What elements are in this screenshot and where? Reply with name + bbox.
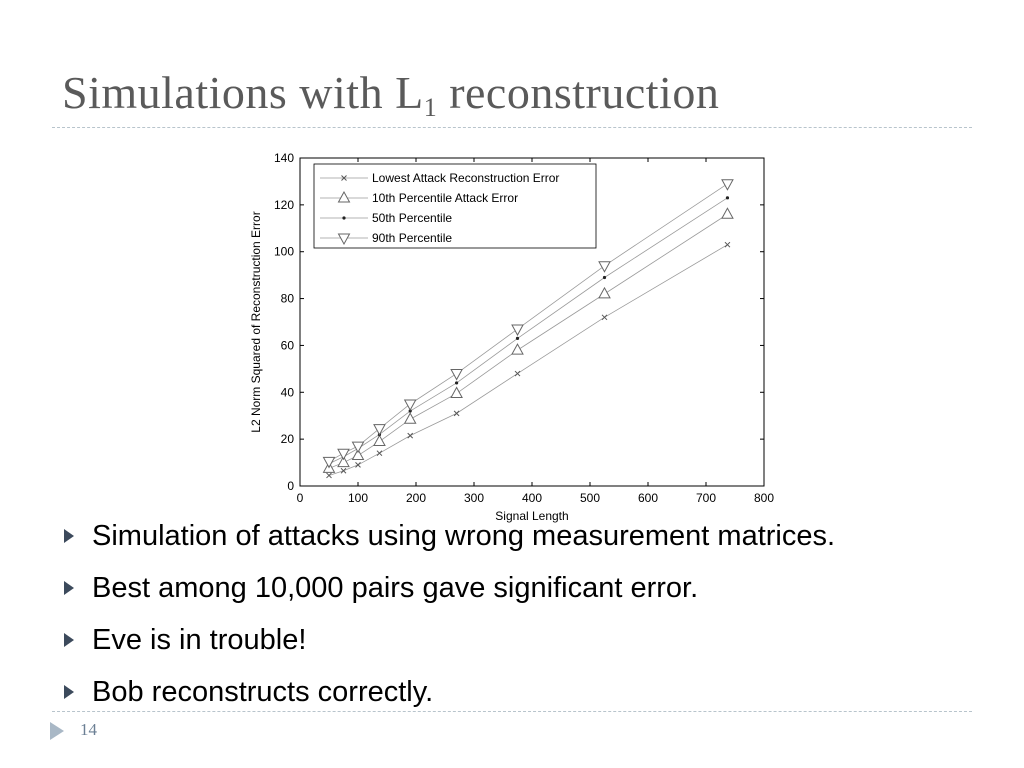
legend-label: 10th Percentile Attack Error	[372, 191, 519, 205]
x-tick-label: 600	[637, 491, 659, 505]
y-tick-label: 100	[273, 244, 294, 259]
legend-label: Lowest Attack Reconstruction Error	[372, 171, 560, 185]
x-tick-label: 200	[405, 491, 427, 505]
x-tick-label: 100	[347, 491, 369, 505]
bullet-item	[62, 513, 835, 565]
data-point	[455, 381, 458, 384]
bullet-item	[62, 669, 835, 721]
slide-title	[62, 66, 719, 123]
bullet-list	[62, 513, 835, 721]
y-tick-label: 20	[280, 432, 294, 447]
title-main: Simulations with L	[62, 67, 424, 118]
line-chart	[244, 146, 784, 526]
y-tick-label: 0	[287, 479, 294, 493]
title-divider	[52, 127, 972, 128]
x-tick-label: 800	[753, 491, 775, 505]
x-tick-label: 0	[296, 491, 304, 505]
bullet-text: Bob reconstructs correctly.	[92, 676, 434, 708]
y-tick-label: 80	[280, 291, 294, 306]
title-subscript: 1	[423, 93, 438, 122]
y-tick-label: 60	[280, 338, 294, 353]
legend	[314, 164, 596, 248]
data-point	[603, 276, 606, 279]
legend-label: 50th Percentile	[372, 211, 453, 225]
bullet-arrow-icon	[64, 685, 74, 699]
y-axis-label: L2 Norm Squared of Reconstruction Error	[249, 211, 263, 433]
y-tick-label: 40	[280, 385, 294, 400]
bullet-item	[62, 565, 835, 617]
footer-arrow-icon	[50, 722, 64, 740]
data-point	[726, 196, 729, 199]
x-tick-label: 300	[463, 491, 485, 505]
y-tick-label: 120	[273, 197, 294, 212]
x-tick-label: 500	[579, 491, 601, 505]
legend-label: 90th Percentile	[372, 231, 453, 245]
legend-marker	[342, 216, 345, 219]
bullet-arrow-icon	[64, 529, 74, 543]
footer-divider	[52, 711, 972, 712]
x-tick-label: 400	[521, 491, 543, 505]
y-tick-label: 140	[273, 151, 294, 165]
bullet-arrow-icon	[64, 581, 74, 595]
bullet-text: Eve is in trouble!	[92, 624, 307, 656]
bullet-arrow-icon	[64, 633, 74, 647]
x-axis-label: Signal Length	[495, 509, 569, 523]
page-number: 14	[80, 720, 97, 739]
bullet-text: Simulation of attacks using wrong measurement matrices.	[92, 520, 836, 552]
x-tick-label: 700	[695, 491, 717, 505]
bullet-item	[62, 617, 835, 669]
bullet-text: Best among 10,000 pairs gave significant error.	[92, 572, 699, 604]
data-point	[516, 337, 519, 340]
title-rest: reconstruction	[437, 67, 720, 118]
